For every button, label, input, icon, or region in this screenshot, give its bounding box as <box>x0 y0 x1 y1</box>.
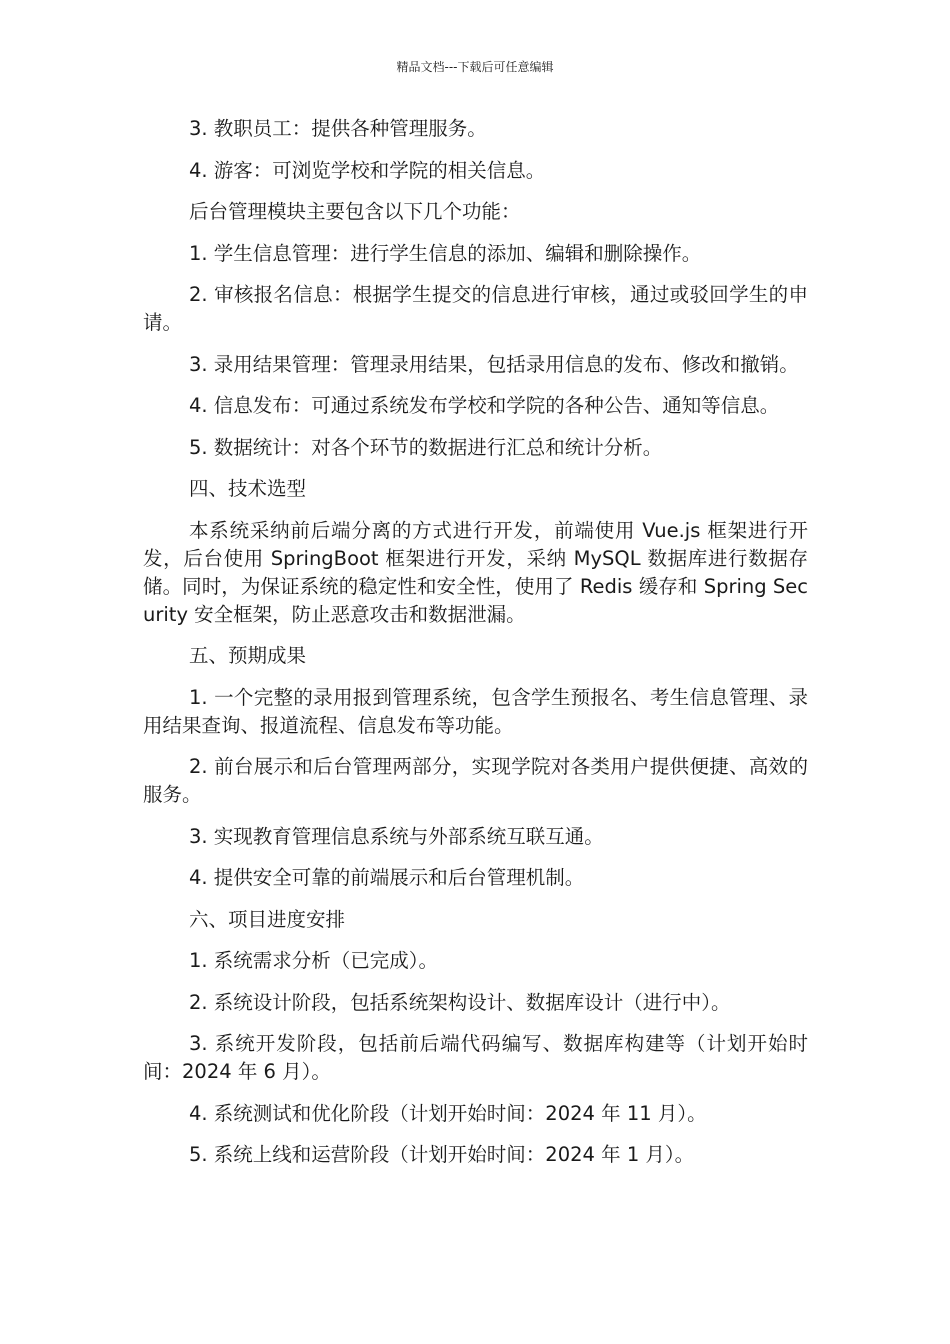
paragraph: 1. 一个完整的录用报到管理系统，包含学生预报名、考生信息管理、录用结果查询、报道流程、信息发布等功能。 <box>143 685 808 737</box>
paragraph: 4. 系统测试和优化阶段（计划开始时间：2024 年 11 月）。 <box>189 1101 707 1125</box>
paragraph: 2. 系统设计阶段，包括系统架构设计、数据库设计（进行中）。 <box>189 990 731 1014</box>
paragraph: 4. 提供安全可靠的前端展示和后台管理机制。 <box>189 866 585 889</box>
section-heading-schedule: 六、项目进度安排 <box>189 907 346 931</box>
section-heading-results: 五、预期成果 <box>189 644 307 667</box>
paragraph: 3. 实现教育管理信息系统与外部系统互联互通。 <box>189 824 604 848</box>
paragraph: 4. 游客：可浏览学校和学院的相关信息。 <box>189 158 546 182</box>
paragraph: 1. 学生信息管理：进行学生信息的添加、编辑和删除操作。 <box>189 241 702 265</box>
paragraph: 后台管理模块主要包含以下几个功能： <box>189 200 521 223</box>
paragraph: 本系统采纳前后端分离的方式进行开发，前端使用 Vue.js 框架进行开发，后台使用 SpringBoot 框架进行开发，采纳 MySQL 数据库进行数据存储。同时，为保证系统的稳定性和安全性，使用了 Redis 缓存和 Spring Security 安全框架，防止恶意攻击和数据泄漏。 <box>143 518 808 626</box>
page-header: 精品文档---下载后可任意编辑 <box>396 60 554 74</box>
paragraph: 5. 系统上线和运营阶段（计划开始时间：2024 年 1 月）。 <box>189 1143 695 1166</box>
paragraph: 3. 录用结果管理：管理录用结果，包括录用信息的发布、修改和撤销。 <box>189 352 799 376</box>
paragraph: 2. 前台展示和后台管理两部分，实现学院对各类用户提供便捷、高效的服务。 <box>143 755 808 806</box>
paragraph: 3. 系统开发阶段，包括前后端代码编写、数据库构建等（计划开始时间：2024 年 6 月）。 <box>143 1032 808 1083</box>
paragraph: 4. 信息发布：可通过系统发布学校和学院的各种公告、通知等信息。 <box>189 394 780 417</box>
paragraph: 2. 审核报名信息：根据学生提交的信息进行审核，通过或驳回学生的申请。 <box>143 283 808 334</box>
section-heading-tech: 四、技术选型 <box>189 477 307 500</box>
paragraph: 1. 系统需求分析（已完成）。 <box>189 949 439 972</box>
paragraph: 3. 教职员工：提供各种管理服务。 <box>189 117 487 140</box>
paragraph: 5. 数据统计：对各个环节的数据进行汇总和统计分析。 <box>189 435 663 459</box>
document-body <box>143 115 808 1183</box>
